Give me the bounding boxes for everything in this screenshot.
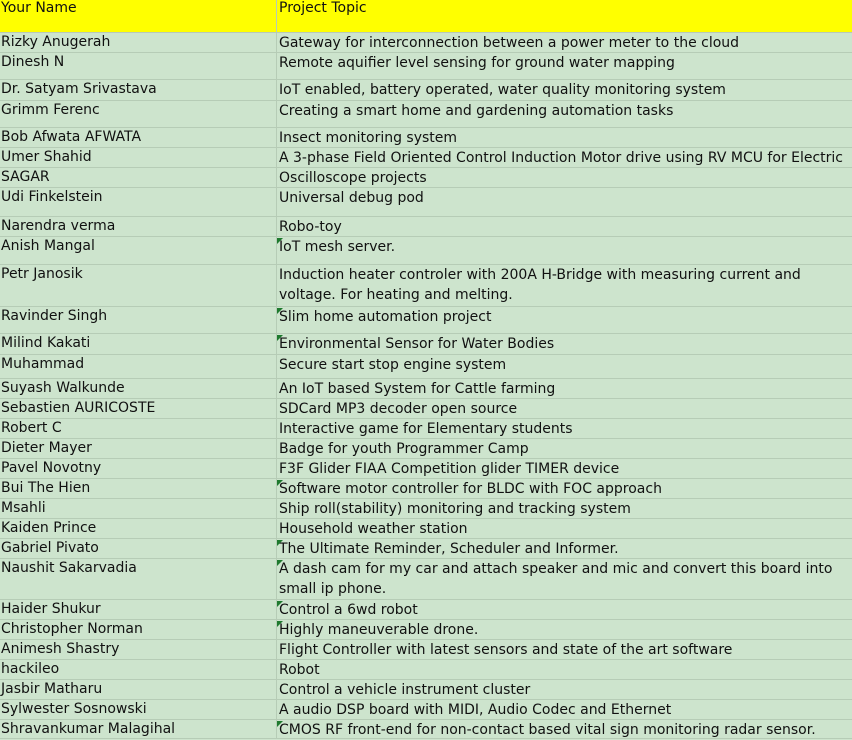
table-row[interactable] — [0, 399, 852, 419]
name-cell[interactable]: Bob Afwata AFWATA — [1, 129, 142, 145]
table-row[interactable] — [0, 33, 852, 53]
topic-cell[interactable]: IoT enabled, battery operated, water quality monitoring system — [279, 82, 726, 98]
topic-cell[interactable]: SDCard MP3 decoder open source — [279, 401, 518, 417]
name-cell[interactable]: Animesh Shastry — [1, 641, 120, 657]
name-cell[interactable]: Kaiden Prince — [1, 520, 97, 536]
table-row[interactable] — [0, 700, 852, 720]
name-cell[interactable]: Ravinder Singh — [1, 308, 108, 324]
table-row[interactable] — [0, 265, 852, 307]
table-row[interactable] — [0, 419, 852, 439]
topic-cell[interactable]: Universal debug pod — [279, 190, 424, 206]
table-row[interactable] — [0, 559, 852, 600]
topic-cell[interactable]: Creating a smart home and gardening automation tasks — [279, 103, 674, 119]
table-row[interactable] — [0, 53, 852, 80]
name-cell[interactable]: Dinesh N — [1, 54, 65, 70]
topic-cell[interactable]: Interactive game for Elementary students — [279, 421, 573, 437]
name-cell[interactable]: Milind Kakati — [1, 335, 91, 351]
table-row[interactable] — [0, 128, 852, 148]
name-cell[interactable]: Grimm Ferenc — [1, 102, 100, 118]
table-row[interactable] — [0, 459, 852, 479]
table-row[interactable] — [0, 660, 852, 680]
topic-cell[interactable]: A 3-phase Field Oriented Control Induction Motor drive using RV MCU for Electric — [279, 150, 843, 166]
name-cell[interactable]: Udi Finkelstein — [1, 189, 103, 205]
header-your-name[interactable]: Your Name — [1, 0, 77, 16]
name-cell[interactable]: Shravankumar Malagihal — [1, 721, 176, 737]
name-cell[interactable]: Msahli — [1, 500, 46, 516]
topic-cell[interactable]: Secure start stop engine system — [279, 357, 507, 373]
topic-cell[interactable]: Highly maneuverable drone. — [279, 622, 479, 638]
table-row[interactable] — [0, 355, 852, 379]
topic-cell[interactable]: An IoT based System for Cattle farming — [279, 381, 556, 397]
topic-cell[interactable]: Induction heater controler with 200A H-Bridge with measuring current and voltage. For heating and melting. — [279, 267, 801, 303]
name-cell[interactable]: Petr Janosik — [1, 266, 83, 282]
table-row[interactable] — [0, 237, 852, 265]
table-row[interactable] — [0, 620, 852, 640]
name-cell[interactable]: Rizky Anugerah — [1, 34, 111, 50]
name-cell[interactable]: Sebastien AURICOSTE — [1, 400, 156, 416]
cell-error-indicator-icon — [277, 335, 283, 341]
topic-cell[interactable]: Badge for youth Programmer Camp — [279, 441, 529, 457]
topic-cell[interactable]: A dash cam for my car and attach speaker and mic and convert this board into small ip phone. — [279, 561, 833, 597]
topic-cell[interactable]: Software motor controller for BLDC with FOC approach — [279, 481, 662, 497]
table-row[interactable] — [0, 519, 852, 539]
cell-error-indicator-icon — [277, 601, 283, 607]
name-cell[interactable]: Pavel Novotny — [1, 460, 102, 476]
name-cell[interactable]: Christopher Norman — [1, 621, 143, 637]
table-row[interactable] — [0, 439, 852, 459]
cell-error-indicator-icon — [277, 560, 283, 566]
topic-cell[interactable]: The Ultimate Reminder, Scheduler and Informer. — [279, 541, 619, 557]
name-cell[interactable]: Haider Shukur — [1, 601, 101, 617]
topic-cell[interactable]: F3F Glider FIAA Competition glider TIMER device — [279, 461, 620, 477]
name-cell[interactable]: Anish Mangal — [1, 238, 95, 254]
name-cell[interactable]: Sylwester Sosnowski — [1, 701, 147, 717]
table-row[interactable] — [0, 148, 852, 168]
table-row[interactable] — [0, 101, 852, 128]
topic-cell[interactable]: Robot — [279, 662, 320, 678]
topic-cell[interactable]: Control a 6wd robot — [279, 602, 418, 618]
topic-cell[interactable]: Household weather station — [279, 521, 468, 537]
cell-error-indicator-icon — [277, 480, 283, 486]
name-cell[interactable]: Muhammad — [1, 356, 85, 372]
topic-cell[interactable]: Environmental Sensor for Water Bodies — [279, 336, 555, 352]
table-row[interactable] — [0, 307, 852, 334]
table-row[interactable] — [0, 168, 852, 188]
table-row[interactable] — [0, 600, 852, 620]
table-row[interactable] — [0, 379, 852, 399]
name-cell[interactable]: Jasbir Matharu — [1, 681, 103, 697]
table-row[interactable] — [0, 334, 852, 355]
topic-cell[interactable]: Slim home automation project — [279, 309, 492, 325]
name-cell[interactable]: Dr. Satyam Srivastava — [1, 81, 157, 97]
table-row[interactable] — [0, 479, 852, 499]
topic-cell[interactable]: IoT mesh server. — [279, 239, 396, 255]
topic-cell[interactable]: Control a vehicle instrument cluster — [279, 682, 531, 698]
table-row[interactable] — [0, 80, 852, 101]
header-project-topic[interactable]: Project Topic — [279, 0, 367, 16]
name-cell[interactable]: Narendra verma — [1, 218, 116, 234]
table-row[interactable] — [0, 539, 852, 559]
cell-error-indicator-icon — [277, 238, 283, 244]
cell-error-indicator-icon — [277, 721, 283, 727]
table-row[interactable] — [0, 499, 852, 519]
name-cell[interactable]: Bui The Hien — [1, 480, 91, 496]
header-row[interactable] — [0, 0, 852, 33]
topic-cell[interactable]: Insect monitoring system — [279, 130, 458, 146]
topic-cell[interactable]: A audio DSP board with MIDI, Audio Codec and Ethernet — [279, 702, 672, 718]
topic-cell[interactable]: Flight Controller with latest sensors and state of the art software — [279, 642, 733, 658]
name-cell[interactable]: Umer Shahid — [1, 149, 92, 165]
table-row[interactable] — [0, 680, 852, 700]
topic-cell[interactable]: CMOS RF front-end for non-contact based vital sign monitoring radar sensor. — [279, 722, 816, 738]
table-row[interactable] — [0, 188, 852, 217]
name-cell[interactable]: Suyash Walkunde — [1, 380, 125, 396]
name-cell[interactable]: Dieter Mayer — [1, 440, 92, 456]
topic-cell[interactable]: Oscilloscope projects — [279, 170, 427, 186]
topic-cell[interactable]: Remote aquifier level sensing for ground water mapping — [279, 55, 675, 71]
table-row[interactable] — [0, 217, 852, 237]
cell-error-indicator-icon — [277, 308, 283, 314]
topic-cell[interactable]: Robo-toy — [279, 219, 342, 235]
table-row[interactable] — [0, 720, 852, 739]
name-cell[interactable]: Gabriel Pivato — [1, 540, 99, 556]
name-cell[interactable]: SAGAR — [1, 169, 50, 185]
cell-error-indicator-icon — [277, 621, 283, 627]
name-cell[interactable]: hackileo — [1, 661, 60, 677]
topic-cell[interactable]: Gateway for interconnection between a power meter to the cloud — [279, 35, 740, 51]
name-cell[interactable]: Naushit Sakarvadia — [1, 560, 137, 576]
name-cell[interactable]: Robert C — [1, 420, 62, 436]
cell-error-indicator-icon — [277, 540, 283, 546]
topic-cell[interactable]: Ship roll(stability) monitoring and tracking system — [279, 501, 631, 517]
table-row[interactable] — [0, 640, 852, 660]
